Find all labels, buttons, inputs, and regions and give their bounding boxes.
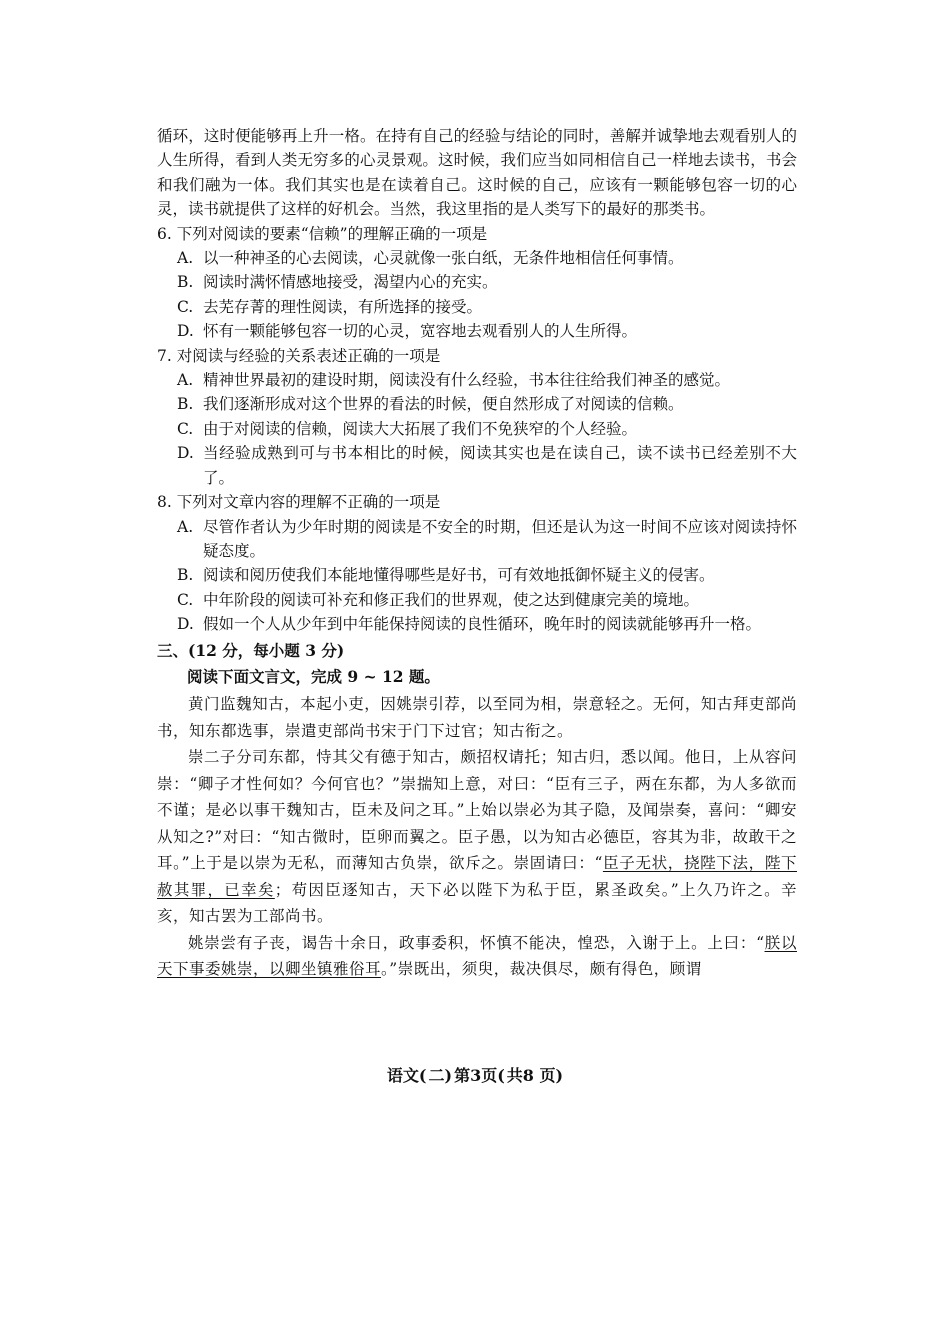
footer-volume: 二) xyxy=(428,1066,453,1085)
underlined-sentence: 朕以天下事委姚崇，以卿坐镇雅俗耳 xyxy=(157,933,797,979)
option-a: A. 尽管作者认为少年时期的阅读是不安全的时期，但还是认为这一时间不应该对阅读持怀疑态度。 xyxy=(177,517,797,560)
option-b: B. 阅读和阅历使我们本能地懂得哪些是好书，可有效地抵御怀疑主义的侵害。 xyxy=(177,566,715,585)
option-d: D. 假如一个人从少年到中年能保持阅读的良性循环，晚年时的阅读就能够再升一格。 xyxy=(177,615,762,634)
question-6 xyxy=(157,222,797,344)
classical-paragraph-3: 姚崇尝有子丧，谒告十余日，政事委积，怀慎不能决，惶恐，入谢于上。上曰：“朕以天下事委姚崇，以卿坐镇雅俗耳。”崇既出，须臾，裁决俱尽，颇有得色，顾谓 xyxy=(157,933,797,979)
page-footer xyxy=(0,1063,950,1086)
question-stem: 8. 下列对文章内容的理解不正确的一项是 xyxy=(157,493,441,512)
section-heading: 三、(12 分，每小题 3 分) xyxy=(157,640,345,660)
section-instruction: 阅读下面文言文，完成 9 ~ 12 题。 xyxy=(187,666,440,686)
question-stem: 6. 下列对阅读的要素“信赖”的理解正确的一项是 xyxy=(157,224,488,243)
intro-paragraph: 循环，这时便能够再上升一格。在持有自己的经验与结论的同时，善解并诚挚地去观看别人的人生所得，看到人类无穷多的心灵景观。这时候，我们应当如同相信自己一样地去读书，书会和我们融为一体。我们其实也是在读着自己。这时候的自己，应该有一颗能够包容一切的心灵，读书就提供了这样的好机会。当然，我这里指的是人类写下的最好的那类书。 xyxy=(157,127,797,219)
question-7 xyxy=(157,344,797,490)
classical-paragraph-2: 崇二子分司东都，恃其父有德于知古，颇招权请托；知古归，悉以闻。他日，上从容问崇：“卿子才性何如？今何官也？”崇揣知上意，对曰：“臣有三子，两在东都，为人多欲而不谨；是必以事干魏知古，臣未及问之耳。”上始以崇必为其子隐，及闻崇奏，喜问：“卿安从知之?”对曰：“知古微时，臣卵而翼之。臣子愚，以为知古必德臣，容其为非，故敢干之耳。”上于是以崇为无私，而薄知古负崇，欲斥之。崇固请曰：“臣子无状，挠陛下法，陛下赦其罪，已幸矣；苟因臣逐知古，天下必以陛下为私于臣，累圣政矣。”上久乃许之。辛亥，知古罢为工部尚书。 xyxy=(157,748,797,926)
option-c: C. 中年阶段的阅读可补充和修正我们的世界观，使之达到健康完美的境地。 xyxy=(177,590,700,609)
option-a: A. 精神世界最初的建设时期，阅读没有什么经验，书本往往给我们神圣的感觉。 xyxy=(177,371,731,390)
underlined-sentence: 臣子无状，挠陛下法，陛下赦其罪，已幸矣 xyxy=(157,854,797,899)
question-8 xyxy=(157,490,797,636)
option-d: D. 怀有一颗能够包容一切的心灵，宽容地去观看别人的人生所得。 xyxy=(177,322,638,341)
option-c: C. 去芜存菁的理性阅读，有所选择的接受。 xyxy=(177,297,483,316)
option-c: C. 由于对阅读的信赖，阅读大大拓展了我们不免狭窄的个人经验。 xyxy=(177,419,638,438)
option-b: B. 我们逐渐形成对这个世界的看法的时候，便自然形成了对阅读的信赖。 xyxy=(177,395,684,414)
option-d: D. 当经验成熟到可与书本相比的时候，阅读其实也是在读自己，读不读书已经差别不大了。 xyxy=(177,444,797,487)
option-b: B. 阅读时满怀情感地接受，渴望内心的充实。 xyxy=(177,273,498,292)
question-stem: 7. 对阅读与经验的关系表述正确的一项是 xyxy=(157,346,441,365)
footer-page: 第3页( xyxy=(454,1066,505,1085)
footer-subject: 语文( xyxy=(386,1066,427,1085)
option-a: A. 以一种神圣的心去阅读，心灵就像一张白纸，无条件地相信任何事情。 xyxy=(177,249,684,268)
footer-total: 共8 页) xyxy=(506,1066,564,1085)
classical-paragraph-1: 黄门监魏知古，本起小吏，因姚崇引荐，以至同为相，崇意轻之。无何，知古拜吏部尚书，知东都选事，崇遣吏部尚书宋于门下过官；知古衔之。 xyxy=(157,695,797,740)
exam-page xyxy=(157,124,797,983)
